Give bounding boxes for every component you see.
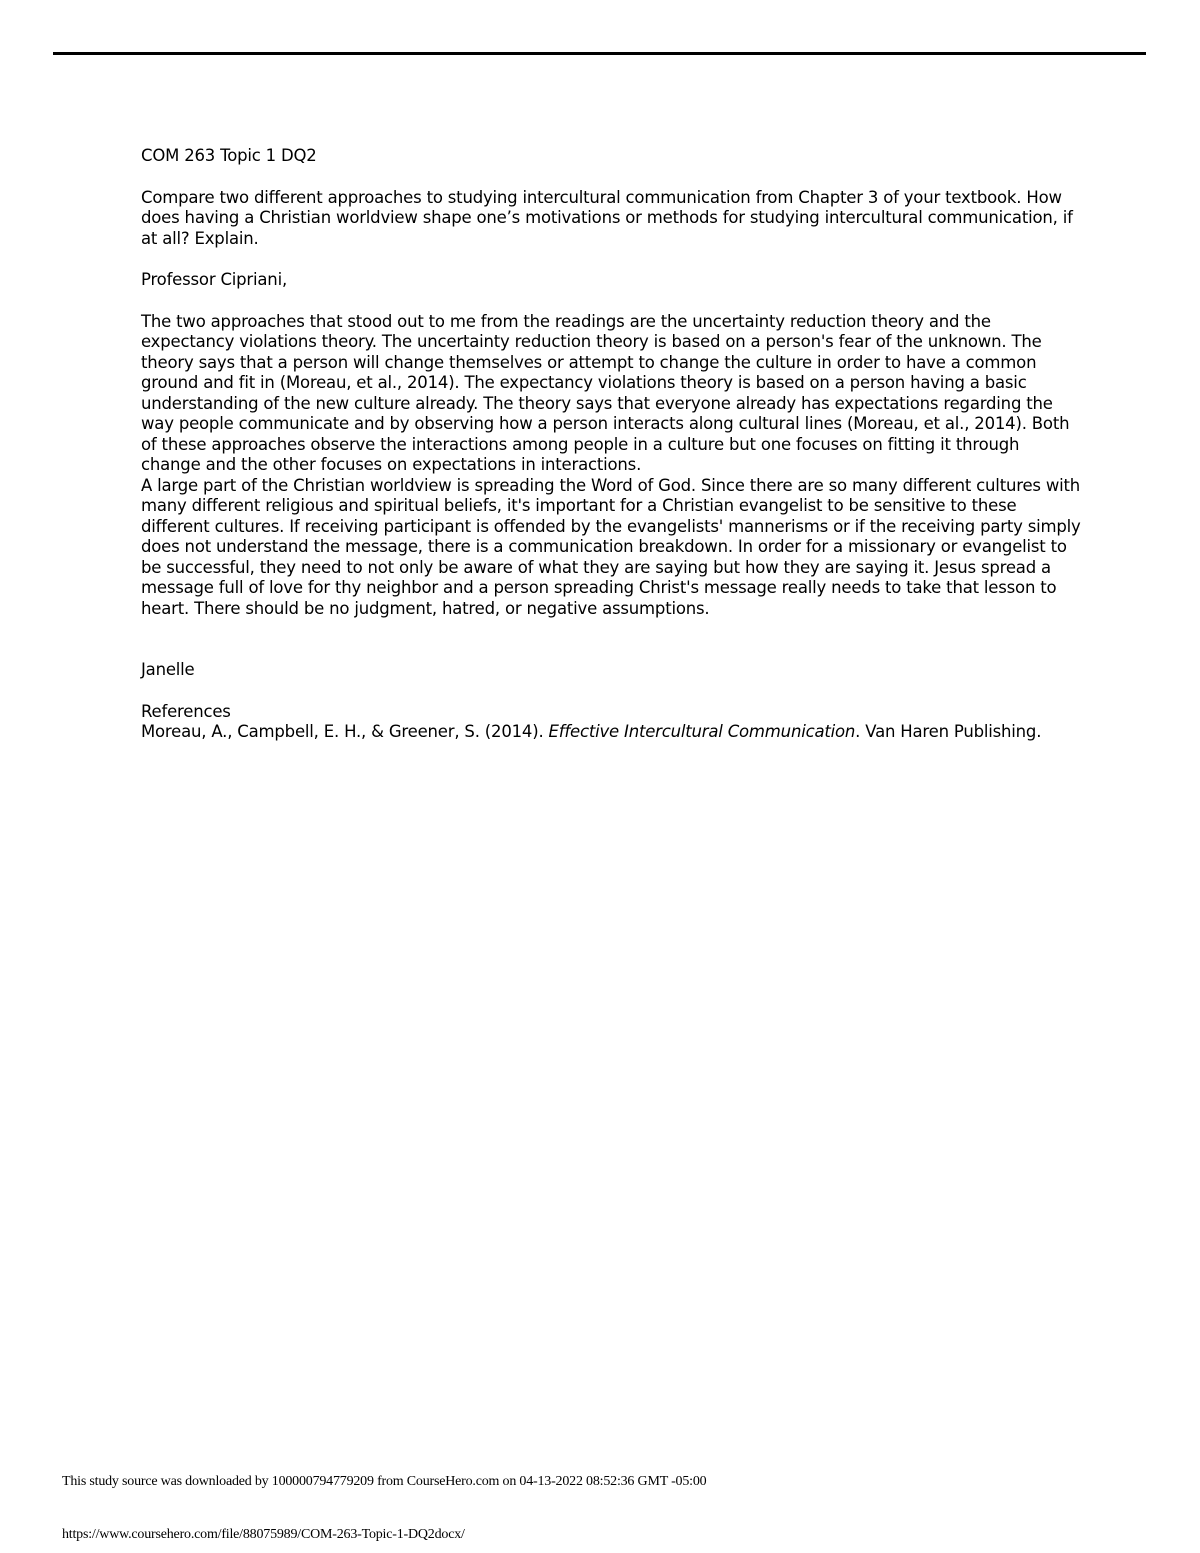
source-url-link[interactable]: https://www.coursehero.com/file/88075989/COM-263-Topic-1-DQ2docx/	[62, 1527, 465, 1542]
discussion-prompt: Compare two different approaches to studying intercultural communication from Chapter 3 of your textbook. How does having a Christian worldview shape one’s motivations or methods for studying intercultural communication, if at all? Explain.	[141, 187, 1073, 248]
reference-title: Effective Intercultural Communication	[548, 722, 856, 741]
reference-entry	[141, 722, 1081, 743]
body-paragraph-1: The two approaches that stood out to me from the readings are the uncertainty reduction theory and the expectancy violations theory. The uncertainty reduction theory is based on a person's fear of the unknown. The theory says that a person will change themselves or attempt to change the culture in order to have a common ground and fit in (Moreau, et al., 2014). The expectancy violations theory is based on a person having a basic understanding of the new culture already. The theory says that everyone already has expectations regarding the way people communicate and by observing how a person interacts along cultural lines (Moreau, et al., 2014). Both of these approaches observe the interactions among people in a culture but one focuses on fitting it through change and the other focuses on expectations in interactions.	[141, 311, 1070, 474]
salutation: Professor Cipriani,	[141, 270, 287, 289]
document-title: COM 263 Topic 1 DQ2	[141, 146, 317, 165]
signature: Janelle	[141, 660, 195, 679]
download-source-note: This study source was downloaded by 100000794779209 from CourseHero.com on 04-13-2022 08:52:36 GMT -05:00	[62, 1474, 707, 1489]
references-heading: References	[141, 701, 231, 721]
body-paragraph-2: A large part of the Christian worldview is spreading the Word of God. Since there are so many different cultures with many different religious and spiritual beliefs, it's important for a Christian evangelist to be sensitive to these different cultures. If receiving participant is offended by the evangelists' mannerisms or if the receiving party simply does not understand the message, there is a communication breakdown. In order for a missionary or evangelist to be successful, they need to not only be aware of what they are saying but how they are saying it. Jesus spread a message full of love for thy neighbor and a person spreading Christ's message really needs to take that lesson to heart. There should be no judgment, hatred, or negative assumptions.	[141, 475, 1081, 618]
reference-authors: Moreau, A., Campbell, E. H., & Greener, S. (2014).	[141, 722, 549, 741]
document-body	[141, 146, 1081, 743]
header-rule	[53, 52, 1146, 55]
reference-publisher: . Van Haren Publishing.	[855, 722, 1042, 741]
